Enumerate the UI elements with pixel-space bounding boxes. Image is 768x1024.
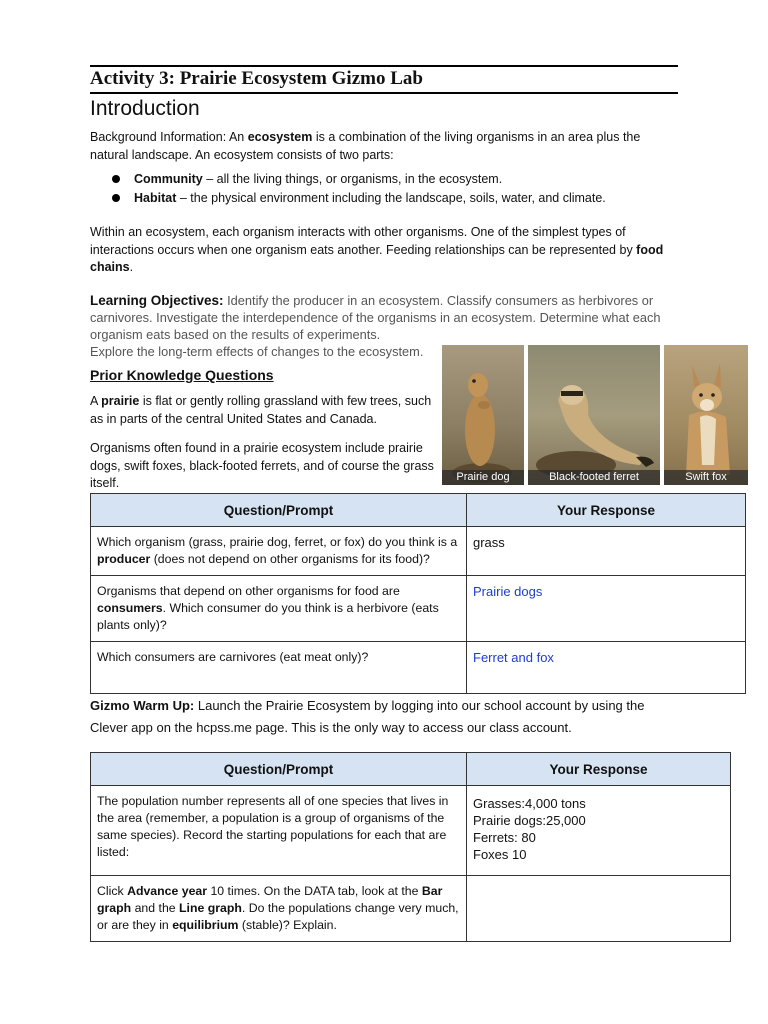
table-header-row bbox=[91, 753, 731, 786]
photo-caption: Prairie dog bbox=[442, 470, 524, 485]
table-header-row bbox=[91, 494, 746, 527]
column-header-question: Question/Prompt bbox=[91, 494, 467, 527]
question-cell: Which consumers are carnivores (eat meat only)? bbox=[91, 642, 467, 694]
swift-fox-photo bbox=[664, 345, 748, 485]
prior-knowledge-table bbox=[90, 493, 746, 694]
response-cell-equilibrium[interactable] bbox=[467, 876, 731, 942]
table-row bbox=[91, 876, 731, 942]
table-row bbox=[91, 642, 746, 694]
gizmo-warm-up: Gizmo Warm Up: Launch the Prairie Ecosystem by logging into our school account by using the Clever app on the hcpss.me page. This is the only way to access our class account. bbox=[90, 698, 645, 735]
question-cell: Click Advance year 10 times. On the DATA tab, look at the Bar graph and the Line graph. Do the populations change very much, or are they in equilibrium (stable)? Explain. bbox=[91, 876, 467, 942]
column-header-question: Question/Prompt bbox=[91, 753, 467, 786]
response-cell-carnivore[interactable]: Ferret and fox bbox=[467, 642, 746, 694]
background-paragraph: Background Information: An ecosystem is a combination of the living organisms in an area plus the natural landscape. An ecosystem consists of two parts: bbox=[90, 130, 641, 162]
table-row bbox=[91, 786, 731, 876]
table-row bbox=[91, 527, 746, 576]
ferret-photo bbox=[528, 345, 660, 485]
bullet-icon bbox=[112, 194, 120, 202]
learning-objectives: Learning Objectives: Identify the producer in an ecosystem. Classify consumers as herbivores or carnivores. Investigate the interdependence of the organisms in an ecosystem. Determine what each organism eats based on the results of experiments. Explore the long-term effects of changes to the ecosystem. bbox=[90, 293, 661, 359]
warm-up-label: Gizmo Warm Up: bbox=[90, 698, 195, 713]
title-rule bbox=[90, 92, 678, 94]
prairie-paragraph: A prairie is flat or gently rolling grassland with few trees, such as in parts of the central United States and Canada. bbox=[90, 394, 432, 426]
table-row bbox=[91, 576, 746, 642]
top-rule bbox=[90, 65, 678, 67]
question-cell: Which organism (grass, prairie dog, ferret, or fox) do you think is a producer (does not depend on other organisms for its food)? bbox=[91, 527, 467, 576]
photo-caption: Swift fox bbox=[664, 470, 748, 485]
question-cell: The population number represents all of one species that lives in the area (remember, a population is a group of organisms of the same species). Record the starting populations for each that are listed: bbox=[91, 786, 467, 876]
bullet-list bbox=[112, 170, 672, 208]
warm-up-table bbox=[90, 752, 731, 942]
photo-caption: Black-footed ferret bbox=[528, 470, 660, 485]
question-cell: Organisms that depend on other organisms for food are consumers. Which consumer do you think is a herbivore (eats plants only)? bbox=[91, 576, 467, 642]
objectives-label: Learning Objectives: bbox=[90, 293, 224, 308]
prior-knowledge-heading: Prior Knowledge Questions bbox=[90, 367, 274, 383]
column-header-response: Your Response bbox=[467, 753, 731, 786]
swift-fox-image bbox=[664, 345, 748, 485]
bullet-habitat: Habitat – the physical environment including the landscape, soils, water, and climate. bbox=[112, 189, 672, 208]
prairie-dog-photo bbox=[442, 345, 524, 485]
interactions-paragraph: Within an ecosystem, each organism interacts with other organisms. One of the simplest types of interactions occurs when one organism eats another. Feeding relationships can be represented by food chains. bbox=[90, 225, 664, 274]
bullet-community: Community – all the living things, or organisms, in the ecosystem. bbox=[112, 170, 672, 189]
section-heading: Introduction bbox=[90, 97, 200, 120]
column-header-response: Your Response bbox=[467, 494, 746, 527]
organisms-paragraph: Organisms often found in a prairie ecosystem include prairie dogs, swift foxes, black-footed ferrets, and of course the grass itself. bbox=[90, 441, 434, 490]
response-cell-producer[interactable]: grass bbox=[467, 527, 746, 576]
ferret-image bbox=[528, 345, 660, 485]
response-cell-herbivore[interactable]: Prairie dogs bbox=[467, 576, 746, 642]
page-title: Activity 3: Prairie Ecosystem Gizmo Lab bbox=[90, 68, 423, 89]
prairie-dog-image bbox=[442, 345, 524, 485]
response-cell-populations[interactable]: Grasses:4,000 tons Prairie dogs:25,000 Ferrets: 80 Foxes 10 bbox=[467, 786, 731, 876]
bullet-icon bbox=[112, 175, 120, 183]
